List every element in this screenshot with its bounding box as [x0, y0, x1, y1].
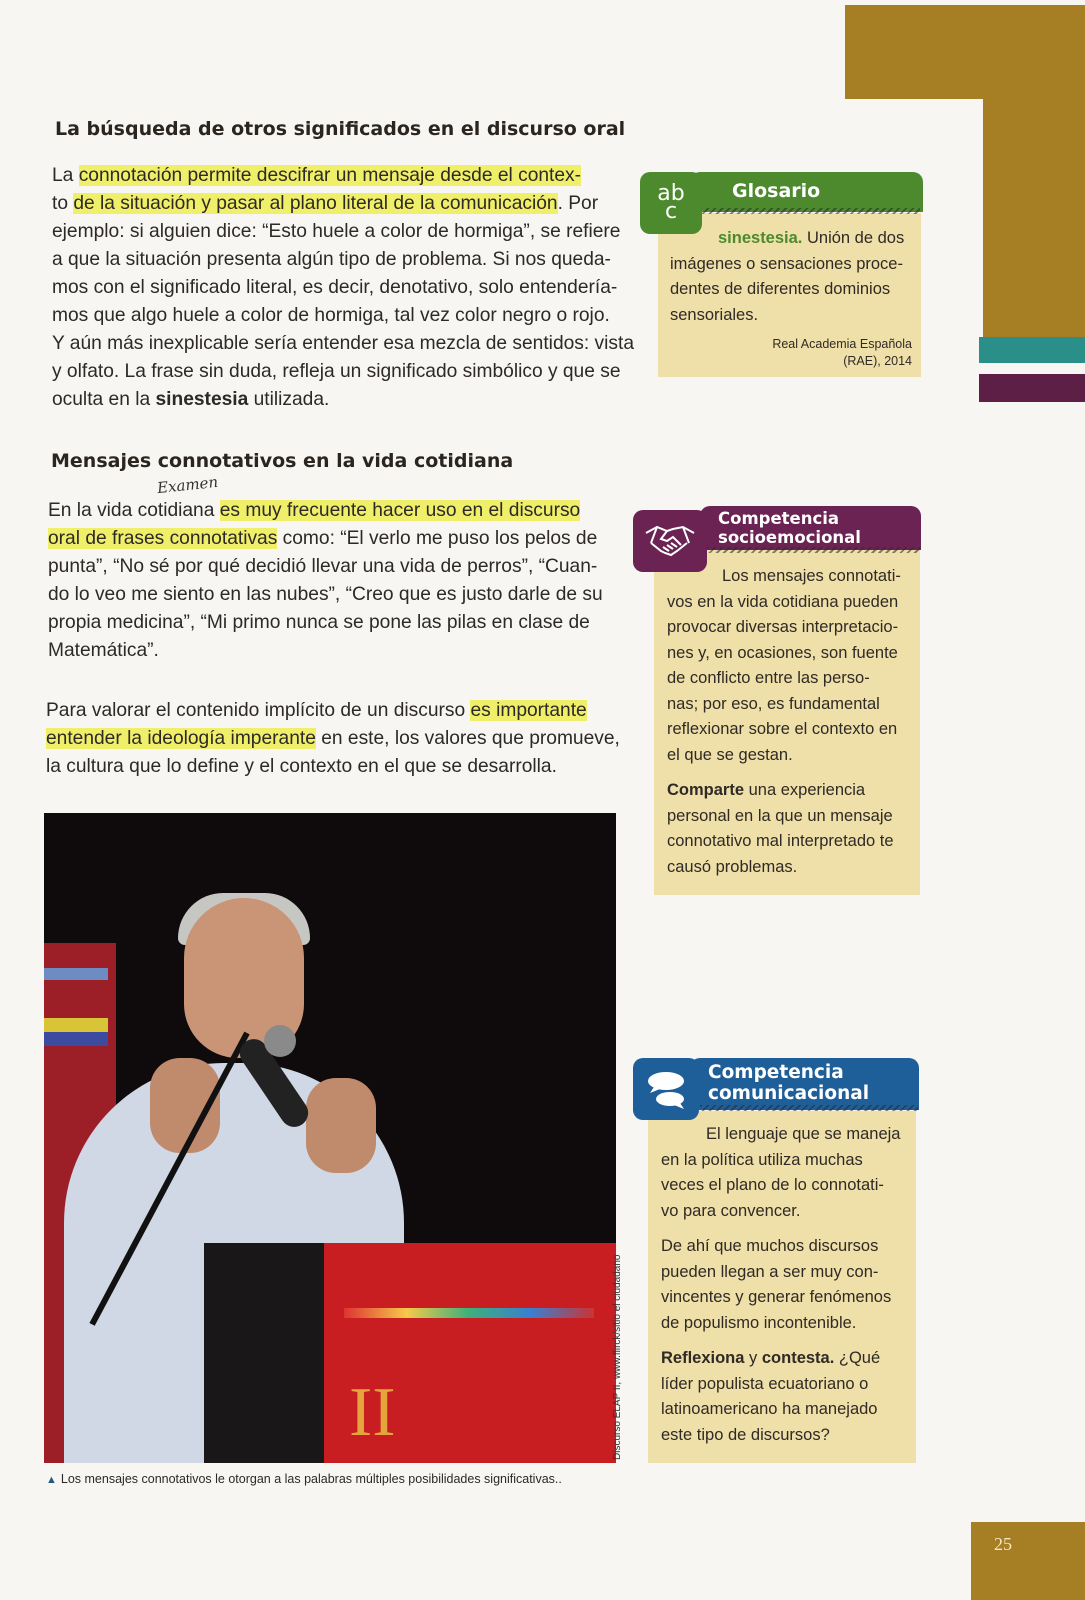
- icon-text-c: c: [664, 199, 678, 224]
- text-span: utilizada.: [248, 389, 330, 410]
- comunic-title-1: Competencia: [708, 1062, 844, 1083]
- section-title-mensajes: Mensajes connotativos en la vida cotidiana: [51, 450, 514, 472]
- glosario-header: [690, 172, 923, 212]
- socio-task-line: [667, 829, 917, 855]
- text-span: . Por: [557, 193, 599, 214]
- glosario-title: Glosario: [732, 180, 821, 202]
- glosario-line: [670, 277, 915, 303]
- task-verb: Comparte: [667, 781, 745, 799]
- paragraph-valorar: [46, 697, 638, 781]
- page-number: 25: [971, 1522, 1085, 1600]
- text-span: to: [52, 193, 74, 214]
- spacer: [667, 768, 917, 778]
- text-span: La: [52, 165, 79, 186]
- hatch-divider: [700, 547, 920, 553]
- comunicacional-header: [690, 1058, 919, 1110]
- text-span: mos con el significado literal, es decir, denotativo, solo entendería-: [52, 277, 618, 298]
- text-line: [46, 753, 638, 781]
- highlighted-text: de la situación y pasar al plano literal de la comunicación: [73, 193, 558, 214]
- paragraph-mensajes: [48, 497, 638, 665]
- text-line: [52, 162, 637, 190]
- text-span: propia medicina”, “Mi primo nunca se pone las pilas en clase de: [48, 612, 590, 633]
- comunic-task-line: [661, 1346, 911, 1372]
- text-line: [52, 246, 637, 274]
- text-span: punta”, “No sé por qué decidió llevar una vida de perros”, “Cuan-: [48, 556, 598, 577]
- task-verb: contesta.: [761, 1349, 835, 1367]
- glosario-term: sinestesia.: [718, 229, 803, 247]
- text-span: Y aún más inexplicable sería entender esa mezcla de sentidos: vista: [52, 333, 634, 354]
- task-text: causó problemas.: [667, 857, 798, 876]
- text-span: la cultura que lo define y el contexto en el que se desarrolla.: [46, 756, 557, 777]
- bold-term: sinestesia: [155, 389, 249, 410]
- spacer: [661, 1224, 911, 1234]
- comunic-title-2: comunicacional: [708, 1083, 870, 1104]
- comunicacional-text: [661, 1122, 911, 1448]
- task-text: connotativo mal interpretado te: [667, 832, 894, 850]
- decorative-purple-bar: [979, 374, 1085, 402]
- comunic-line: vincentes y generar fenómenos: [661, 1288, 892, 1306]
- glosario-source: [700, 336, 912, 370]
- highlighted-text: entender la ideología imperante: [46, 728, 316, 749]
- glosario-line: [670, 252, 915, 278]
- comunic-line: veces el plano de lo connotati-: [661, 1176, 884, 1194]
- text-span: do lo veo me siento en las nubes”, “Creo que es justo darle de su: [48, 584, 603, 605]
- socio-task-line: [667, 778, 917, 804]
- hatch-divider: [700, 208, 920, 214]
- spacer: [661, 1336, 911, 1346]
- decorative-gold-block: [845, 5, 1085, 99]
- socio-line: nas; por eso, es fundamental: [667, 694, 880, 713]
- socioemocional-header: [700, 506, 921, 550]
- comunic-task-line: [661, 1372, 911, 1398]
- task-text: latinoamericano ha manejado: [661, 1400, 878, 1418]
- source-line-1: Real Academia Española: [772, 337, 912, 351]
- text-span: oculta en la: [52, 389, 156, 410]
- task-connector: y: [744, 1349, 762, 1367]
- text-line: [52, 386, 637, 414]
- glosario-line: [670, 303, 915, 329]
- socio-task-line: [667, 804, 917, 830]
- decorative-teal-bar: [979, 337, 1085, 363]
- socio-line: de conflicto entre las perso-: [667, 669, 870, 687]
- photo-caption: [46, 1472, 562, 1486]
- glosario-line: [670, 226, 915, 252]
- task-text: una experiencia: [744, 781, 866, 799]
- socio-line: provocar diversas interpretacio-: [667, 618, 899, 636]
- comunic-task-line: [661, 1423, 911, 1449]
- text-line: [48, 609, 638, 637]
- comunic-line: El lenguaje que se maneja: [706, 1125, 901, 1143]
- socio-title-1: Competencia: [718, 509, 840, 528]
- speaker-photo: [44, 813, 616, 1463]
- photo-credit: Discurso ELAP II, www.flirck/sitio el ciudadano: [612, 1254, 623, 1460]
- section-title-busqueda: La búsqueda de otros significados en el discurso oral: [55, 118, 626, 140]
- highlighted-text: connotación permite descifrar un mensaje desde el contex-: [78, 165, 582, 186]
- text-line: [46, 725, 638, 753]
- text-line: [46, 697, 638, 725]
- socio-line: vos en la vida cotidiana pueden: [667, 592, 899, 611]
- text-line: [48, 497, 638, 525]
- socio-task-line: [667, 855, 917, 881]
- podium-text: II: [349, 1374, 396, 1451]
- caption-text: Los mensajes connotativos le otorgan a las palabras múltiples posibilidades significativas..: [60, 1472, 562, 1486]
- triangle-icon: ▲: [46, 1474, 57, 1486]
- icon-text-ab: ab: [657, 181, 685, 206]
- glosario-text: Unión de dos: [802, 229, 905, 247]
- text-span: y olfato. La frase sin duda, refleja un significado simbólico y que se: [52, 361, 621, 382]
- decorative-gold-bar: [983, 99, 1085, 350]
- socio-line: Los mensajes connotati-: [722, 567, 901, 585]
- glosario-text: imágenes o sensaciones proce-: [670, 254, 903, 273]
- text-line: [52, 358, 637, 386]
- task-text: este tipo de discursos?: [661, 1425, 830, 1444]
- comunic-line: De ahí que muchos discursos: [661, 1237, 879, 1255]
- highlighted-text: es muy frecuente hacer uso en el discurso: [219, 500, 581, 521]
- highlighted-text: es importante: [470, 700, 587, 721]
- highlighted-text: oral de frases connotativas: [48, 528, 278, 549]
- text-line: [52, 218, 637, 246]
- task-text: ¿Qué: [834, 1349, 881, 1367]
- text-line: [48, 553, 638, 581]
- glosario-definition: [670, 226, 915, 328]
- handwritten-note: Examen: [156, 472, 219, 498]
- text-span: como: “El verlo me puso los pelos de: [277, 528, 598, 549]
- text-line: [48, 581, 638, 609]
- text-line: [52, 274, 637, 302]
- task-text: líder populista ecuatoriano o: [661, 1374, 869, 1393]
- socio-line: nes y, en ocasiones, son fuente: [667, 643, 898, 662]
- text-line: [52, 190, 637, 218]
- handshake-icon: [633, 510, 707, 572]
- comunic-task-line: [661, 1397, 911, 1423]
- text-line: [52, 302, 637, 330]
- socioemocional-text: [667, 564, 917, 880]
- socio-line: el que se gestan.: [667, 745, 793, 764]
- text-line: [48, 637, 638, 665]
- text-span: en este, los valores que promueve,: [315, 728, 620, 749]
- text-line: [48, 525, 638, 553]
- text-line: [52, 330, 637, 358]
- text-span: ejemplo: si alguien dice: “Esto huele a color de hormiga”, se refiere: [52, 221, 621, 242]
- comunic-line: pueden llegan a ser muy con-: [661, 1262, 879, 1281]
- comunic-line: en la política utiliza muchas: [661, 1150, 863, 1169]
- comunic-line: vo para convencer.: [661, 1201, 801, 1220]
- paragraph-busqueda: [52, 162, 637, 414]
- comunic-line: de populismo incontenible.: [661, 1313, 857, 1332]
- socio-line: reflexionar sobre el contexto en: [667, 720, 898, 738]
- task-text: personal en la que un mensaje: [667, 806, 893, 825]
- glosario-text: sensoriales.: [670, 305, 759, 324]
- glossary-abc-icon: [640, 172, 702, 234]
- text-span: Para valorar el contenido implícito de un discurso: [46, 700, 471, 721]
- text-span: En la vida cotidiana: [48, 500, 220, 521]
- text-span: a que la situación presenta algún tipo de problema. Si nos queda-: [52, 249, 611, 270]
- task-verb: Reflexiona: [661, 1349, 745, 1367]
- text-span: Matemática”.: [48, 640, 159, 661]
- socio-title-2: socioemocional: [718, 528, 861, 547]
- glosario-text: dentes de diferentes dominios: [670, 280, 891, 298]
- hatch-divider: [700, 1105, 918, 1111]
- speech-bubbles-icon: [633, 1058, 699, 1120]
- source-line-2: (RAE), 2014: [843, 354, 912, 368]
- text-span: mos que algo huele a color de hormiga, tal vez color negro o rojo.: [52, 305, 610, 326]
